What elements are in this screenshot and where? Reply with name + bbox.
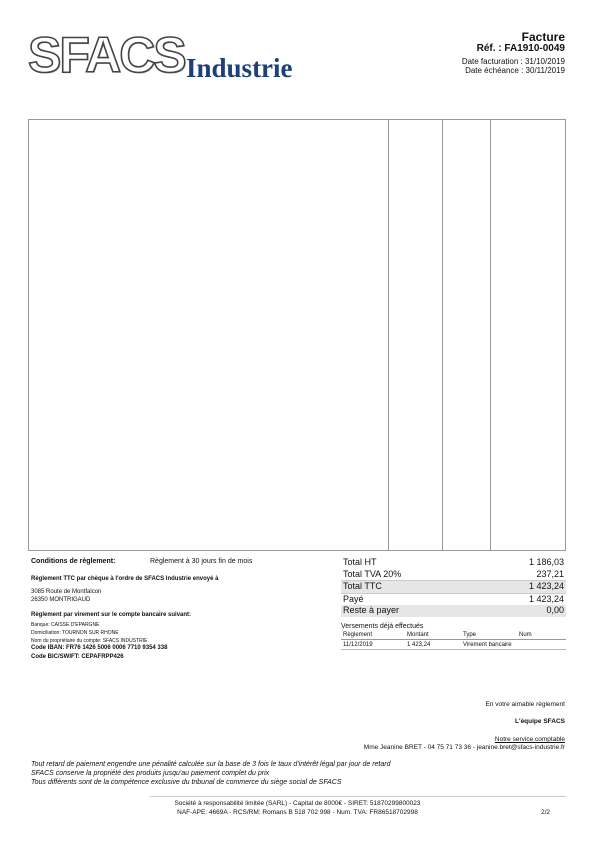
cheque-instructions: Règlement TTC par chèque à l'ordre de SFACS Industrie envoyé à	[31, 576, 219, 582]
address-line: 3085 Route de Montfalcon	[31, 589, 102, 595]
payments-header-cell: Num	[517, 630, 566, 640]
totals-row	[341, 569, 566, 582]
totals-value: 237,21	[536, 568, 564, 579]
payments-header-cell: Type	[461, 630, 517, 640]
iban: Code IBAN: FR76 1426 5006 0006 7710 9354 338	[31, 645, 168, 651]
items-column-divider	[442, 120, 443, 550]
due-date: Date échéance : 30/11/2019	[465, 66, 565, 75]
page-number: 2/2	[540, 809, 550, 816]
items-table-frame	[28, 119, 566, 551]
payments-header-cell: Montant	[405, 630, 461, 640]
closing-greeting: En votre aimable règlement	[485, 701, 565, 708]
legal-notice: Tous différents sont de la compétence exclusive du tribunal de commerce du siège social de SFACS	[31, 779, 342, 786]
totals-row	[341, 605, 566, 617]
totals-value: 1 186,03	[528, 557, 564, 567]
accounting-contact: Mme Jeanine BRET - 04 75 71 73 36 - jeanine.bret@sfacs-industrie.fr	[363, 744, 565, 751]
payment-terms-value: Règlement à 30 jours fin de mois	[150, 558, 253, 565]
legal-notice: SFACS conserve la propriété des produits jusqu'au paiement complet du prix	[31, 770, 270, 777]
invoice-reference: Réf. : FA1910-0049	[476, 43, 565, 54]
invoice-date: Date facturation : 31/10/2019	[461, 57, 565, 66]
payments-block	[341, 623, 566, 650]
payment-number	[517, 640, 566, 650]
totals-label: Total TVA 20%	[343, 568, 402, 579]
payments-table	[341, 630, 566, 650]
totals-row	[341, 581, 566, 594]
totals-label: Reste à payer	[343, 605, 400, 615]
items-column-divider	[388, 120, 389, 550]
totals-value: 0,00	[546, 605, 564, 615]
accounting-service: Notre service comptable	[494, 736, 565, 743]
company-logo: SFACS	[28, 27, 185, 83]
bank-name: Banque: CAISSE D'EPARGNE	[31, 622, 100, 628]
footer-divider	[150, 796, 566, 797]
payment-amount: 1 423,24	[405, 640, 461, 650]
totals-label: Payé	[343, 593, 364, 604]
account-owner: Nom du propriétaire du compte: SFACS INDUSTRIE	[31, 638, 148, 644]
document-title: Facture	[521, 30, 565, 44]
payment-terms-label: Conditions de règlement:	[31, 558, 116, 565]
totals-row	[341, 557, 566, 569]
legal-notice: Tout retard de paiement engendre une pénalité calculée sur la base de 3 fois le taux d'intérêt légal par jour de retard	[31, 761, 391, 768]
totals-value: 1 423,24	[528, 593, 564, 604]
footer-registration-info: NAF-APE: 4669A - RCS/RM: Romans B 518 702 998 - Num. TVA: FR86518702998	[177, 809, 418, 816]
payments-header-row	[341, 630, 566, 640]
transfer-instructions: Règlement par virement sur le compte bancaire suivant:	[31, 612, 192, 618]
totals-row	[341, 594, 566, 606]
bank-domiciliation: Domiciliation: TOURNON SUR RHONE	[31, 630, 119, 636]
payment-type: Virement bancaire	[461, 640, 517, 650]
payments-title: Versements déjà effectués	[341, 623, 424, 630]
company-logo-subtitle: Industrie	[186, 53, 293, 83]
team-signature: L'équipe SFACS	[515, 718, 565, 725]
items-column-divider	[490, 120, 491, 550]
payments-row	[341, 640, 566, 650]
totals-value: 1 423,24	[528, 581, 564, 591]
bic-swift: Code BIC/SWIFT: CEPAFRPP426	[31, 654, 124, 660]
footer-company-info: Société à responsabilité limitée (SARL) - Capital de 8000€ - SIRET: 51870299800023	[174, 800, 421, 807]
totals-label: Total TTC	[343, 581, 382, 591]
address-line: 26350 MONTRIGAUD	[31, 597, 91, 603]
payments-header-cell: Règlement	[341, 630, 405, 640]
payment-date: 11/12/2019	[341, 640, 405, 650]
totals-label: Total HT	[343, 557, 377, 567]
totals-block	[341, 557, 566, 617]
